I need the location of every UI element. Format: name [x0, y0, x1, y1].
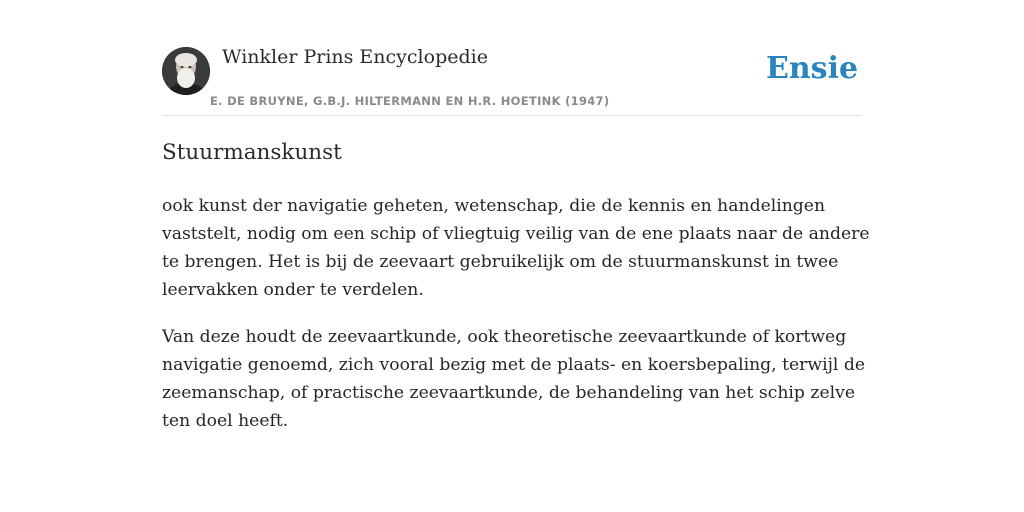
portrait-avatar-icon	[162, 47, 210, 95]
source-authors: E. DE BRUYNE, G.B.J. HILTERMANN EN H.R. HOETINK (1947)	[210, 94, 610, 108]
source-title[interactable]: Winkler Prins Encyclopedie	[222, 46, 488, 68]
entry-content	[162, 192, 872, 454]
paragraph: ook kunst der navigatie geheten, wetenschap, die de kennis en handelingen vaststelt, nodig om een schip of vliegtuig veilig van de ene plaats naar de andere te brengen. Het is bij de zeevaart gebruikelijk om de stuurmanskunst in twee leervakken onder te verdelen.	[162, 196, 870, 300]
author-avatar[interactable]	[162, 47, 210, 95]
entry-title: Stuurmanskunst	[162, 140, 342, 165]
ensie-logo-link[interactable]: Ensie	[766, 51, 859, 86]
paragraph: Van deze houdt de zeevaartkunde, ook theoretische zeevaartkunde of kortweg navigatie genoemd, zich vooral bezig met de plaats- en koersbepaling, terwijl de zeemanschap, of practische zeevaartkunde, de behandeling van het schip zelve ten doel heeft.	[162, 327, 866, 431]
header-divider	[162, 115, 862, 116]
